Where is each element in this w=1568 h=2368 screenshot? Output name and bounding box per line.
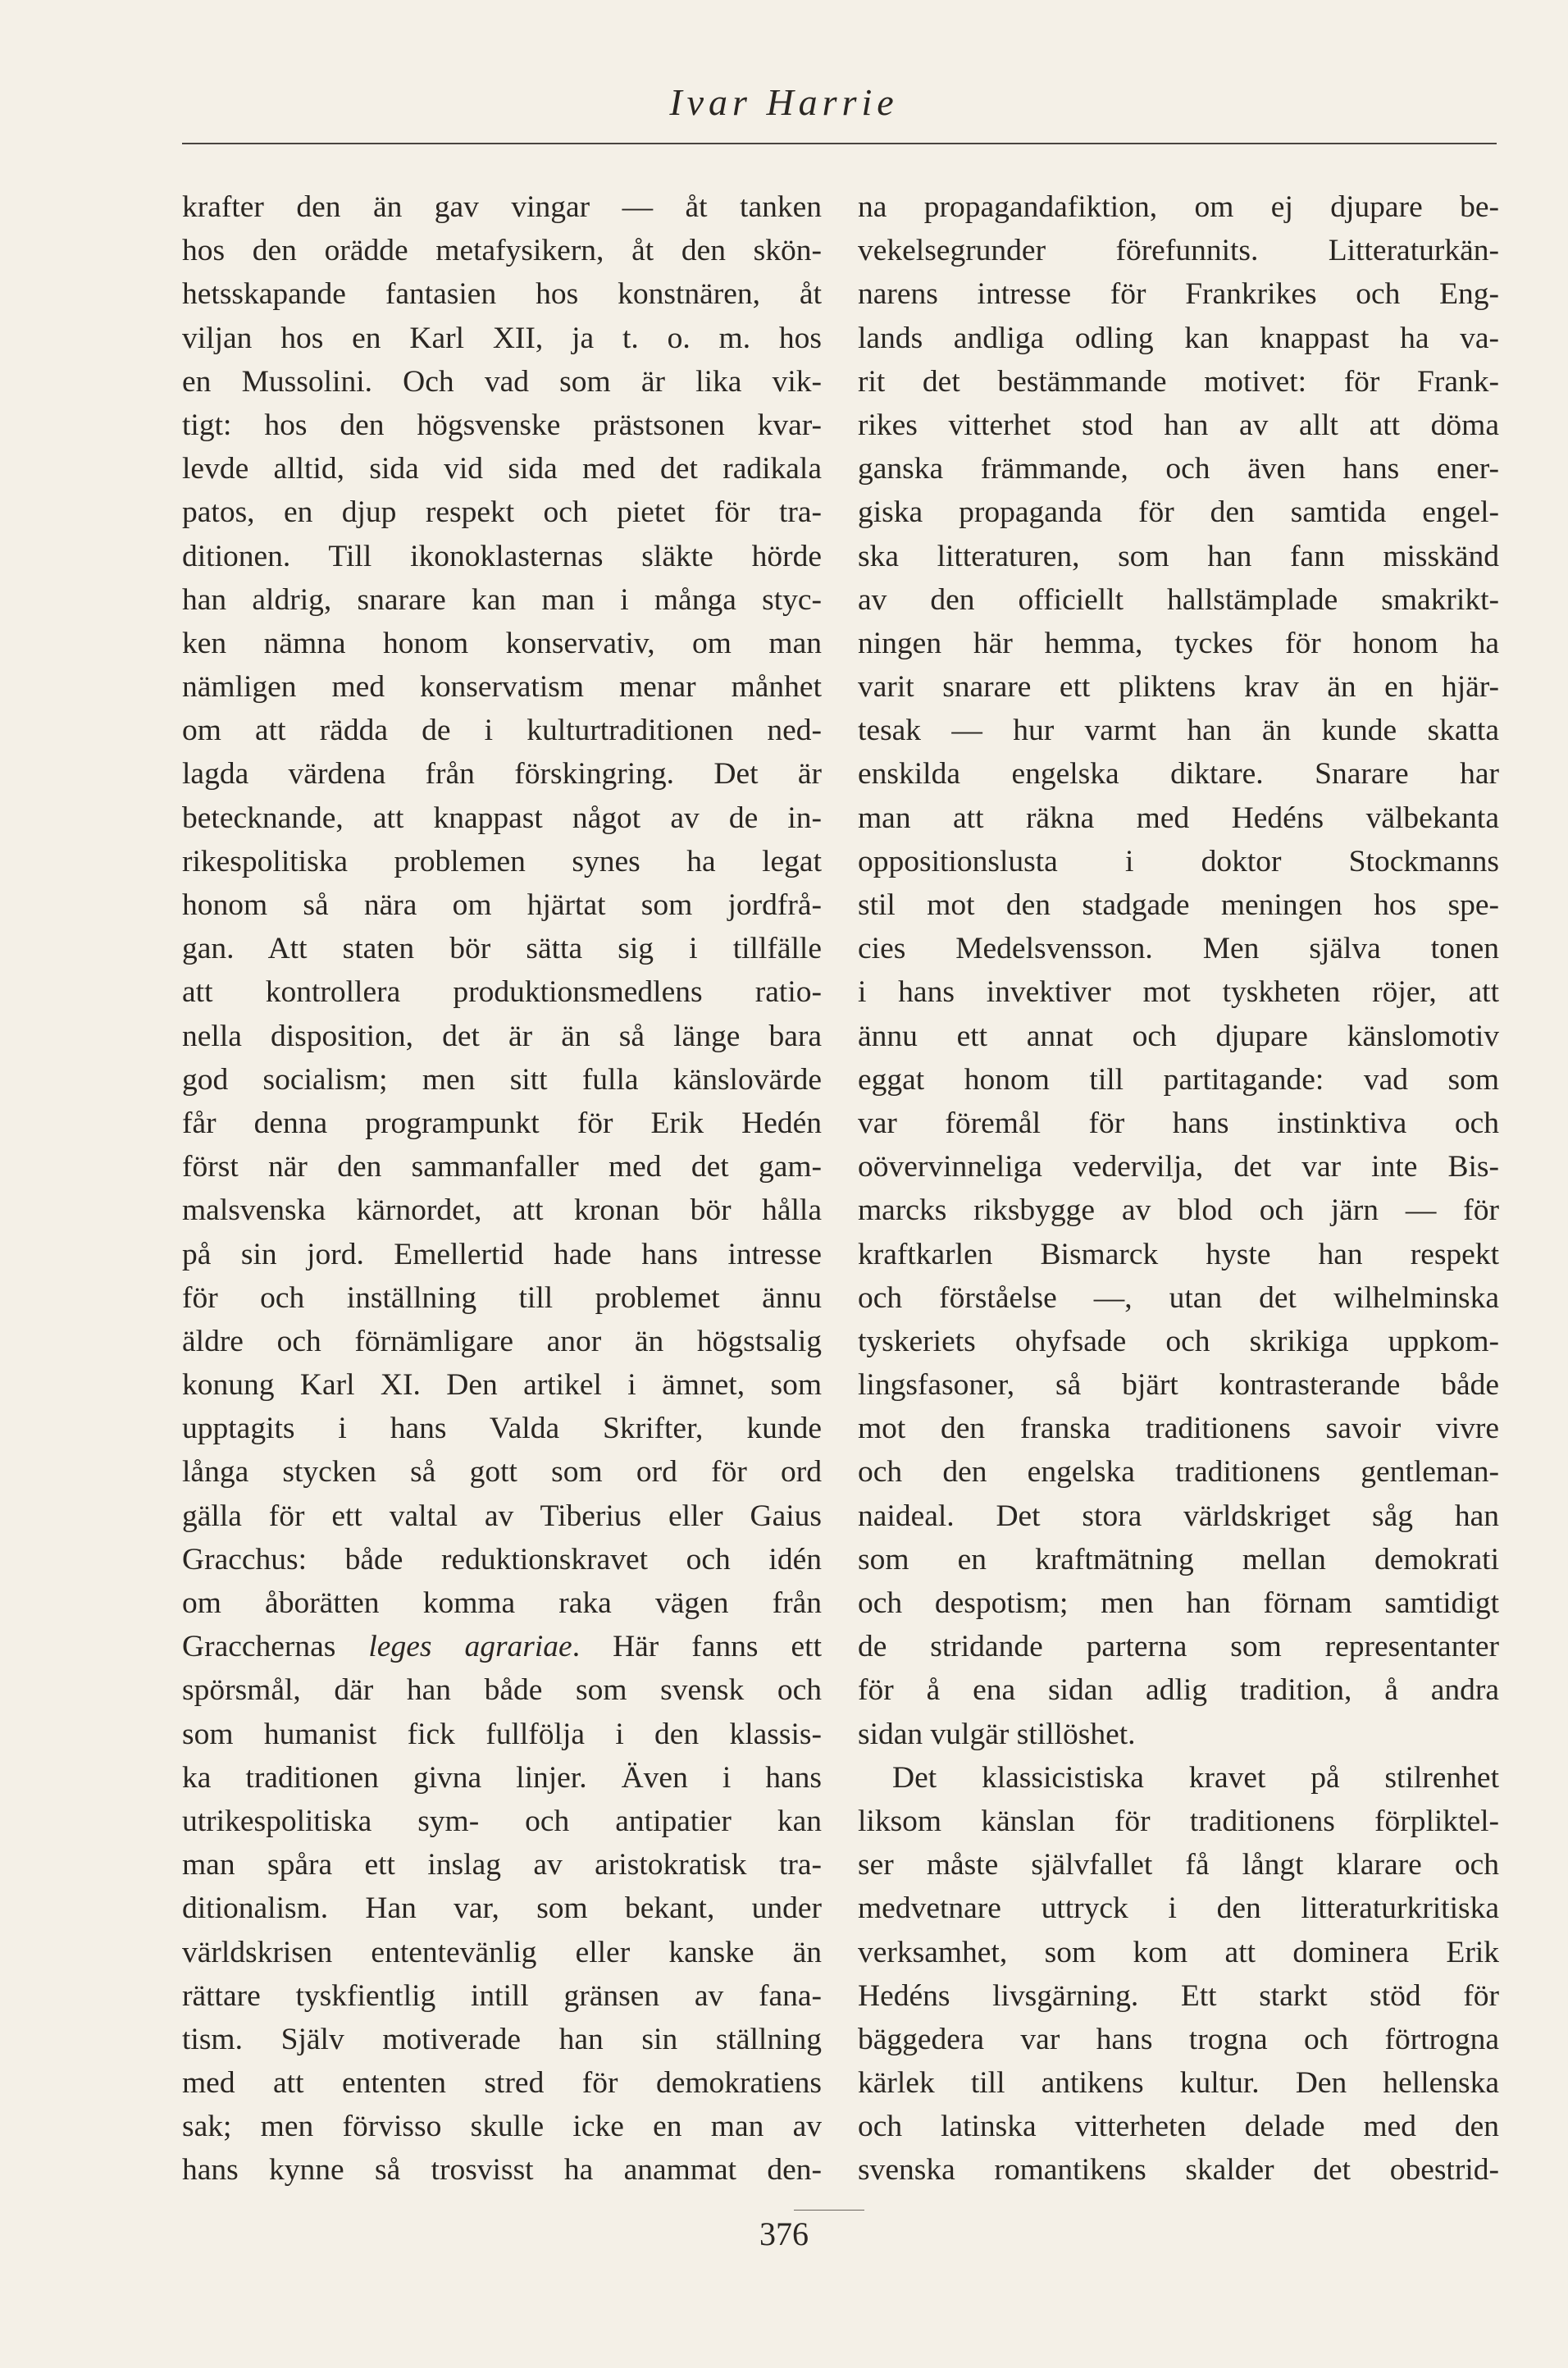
text-line: att kontrollera produktionsmedlens ratio- xyxy=(182,975,822,1010)
text-line: naideal. Det stora världskriget såg han xyxy=(858,1499,1499,1533)
page-number-rule xyxy=(794,2210,864,2211)
text-line: utrikespolitiska sym- och antipatier kan xyxy=(182,1804,822,1838)
text-line: Det klassicistiska kravet på stilrenhet xyxy=(892,1760,1499,1795)
text-line: man att räkna med Hedéns välbekanta xyxy=(858,801,1499,835)
text-line: bäggedera var hans trogna och förtrogna xyxy=(858,2022,1499,2056)
text-line: ska litteraturen, som han fann misskänd xyxy=(858,539,1499,573)
text-line: ditionalism. Han var, som bekant, under xyxy=(182,1891,822,1926)
text-line: lands andliga odling kan knappast ha va- xyxy=(858,321,1499,355)
text-line: svenska romantikens skalder det obestrid- xyxy=(858,2153,1499,2188)
text-line: på sin jord. Emellertid hade hans intresse xyxy=(182,1237,822,1271)
text-line: vekelsegrunder förefunnits. Litteraturkän- xyxy=(858,234,1499,268)
text-line: sidan vulgär stillöshet. xyxy=(858,1717,1136,1751)
text-line: för å ena sidan adlig tradition, å andra xyxy=(858,1673,1499,1708)
left-column xyxy=(182,185,822,2192)
text-line: nella disposition, det är än så länge bara xyxy=(182,1019,822,1053)
text-line: gälla för ett valtal av Tiberius eller Gaius xyxy=(182,1499,822,1533)
text-line: ännu ett annat och djupare känslomotiv xyxy=(858,1019,1499,1053)
text-line-with-italic xyxy=(182,1625,822,1668)
text-line: giska propaganda för den samtida engel- xyxy=(858,495,1499,530)
text-line: för och inställning till problemet ännu xyxy=(182,1280,822,1315)
italic-latin-phrase: leges agrariae xyxy=(368,1630,572,1664)
text-line: na propagandafiktion, om ej djupare be- xyxy=(858,190,1499,224)
text-line: viljan hos en Karl XII, ja t. o. m. hos xyxy=(182,321,822,355)
right-column xyxy=(858,185,1499,2192)
text-fragment: Gracchernas xyxy=(182,1630,336,1664)
text-line: gan. Att staten bör sätta sig i tillfälle xyxy=(182,932,822,966)
text-line: var föremål för hans instinktiva och xyxy=(858,1106,1499,1140)
text-line: kärlek till antikens kultur. Den hellenska xyxy=(858,2066,1499,2101)
text-line: varit snarare ett pliktens krav än en hjär- xyxy=(858,670,1499,705)
text-line: av den officiellt hallstämplade smakrikt- xyxy=(858,582,1499,617)
text-line: ditionen. Till ikonoklasternas släkte hörde xyxy=(182,539,822,573)
text-line: de stridande parterna som representanter xyxy=(858,1630,1499,1664)
text-line: och den engelska traditionens gentleman- xyxy=(858,1455,1499,1490)
text-line: ningen här hemma, tyckes för honom ha xyxy=(858,626,1499,660)
text-line: oppositionslusta i doktor Stockmanns xyxy=(858,844,1499,878)
text-line: Gracchus: både reduktionskravet och idén xyxy=(182,1542,822,1576)
text-line: oövervinneliga vedervilja, det var inte Bis- xyxy=(858,1150,1499,1184)
text-line: patos, en djup respekt och pietet för tra- xyxy=(182,495,822,530)
text-line: rit det bestämmande motivet: för Frank- xyxy=(858,364,1499,399)
text-line: verksamhet, som kom att dominera Erik xyxy=(858,1935,1499,1969)
text-line: rikespolitiska problemen synes ha legat xyxy=(182,844,822,878)
text-line: rikes vitterhet stod han av allt att döma xyxy=(858,408,1499,442)
text-line: om åborätten komma raka vägen från xyxy=(182,1586,822,1620)
text-line: om att rädda de i kulturtraditionen ned- xyxy=(182,714,822,748)
text-line: tesak — hur varmt han än kunde skatta xyxy=(858,714,1499,748)
text-line: ka traditionen givna linjer. Även i hans xyxy=(182,1760,822,1795)
text-line: tyskeriets ohyfsade och skrikiga uppkom- xyxy=(858,1324,1499,1358)
text-line: som humanist fick fullfölja i den klassis- xyxy=(182,1717,822,1751)
text-line: cies Medelsvensson. Men själva tonen xyxy=(858,932,1499,966)
text-line: narens intresse för Frankrikes och Eng- xyxy=(858,277,1499,312)
text-line: i hans invektiver mot tyskheten röjer, att xyxy=(858,975,1499,1010)
text-line: honom så nära om hjärtat som jordfrå- xyxy=(182,888,822,922)
text-line: medvetnare uttryck i den litteraturkritiska xyxy=(858,1891,1499,1926)
text-line: upptagits i hans Valda Skrifter, kunde xyxy=(182,1412,822,1446)
text-line: enskilda engelska diktare. Snarare har xyxy=(858,757,1499,792)
text-line: betecknande, att knappast något av de in- xyxy=(182,801,822,835)
text-line: man spåra ett inslag av aristokratisk tra- xyxy=(182,1848,822,1882)
running-header-author: Ivar Harrie xyxy=(669,81,899,123)
text-line: först när den sammanfaller med det gam- xyxy=(182,1150,822,1184)
text-line: tigt: hos den högsvenske prästsonen kvar- xyxy=(182,408,822,442)
text-line: levde alltid, sida vid sida med det radikala xyxy=(182,452,822,486)
text-line: en Mussolini. Och vad som är lika vik- xyxy=(182,364,822,399)
text-line: spörsmål, där han både som svensk och xyxy=(182,1673,822,1708)
text-line: hos den orädde metafysikern, åt den skön- xyxy=(182,234,822,268)
text-line: och despotism; men han förnam samtidigt xyxy=(858,1586,1499,1620)
text-line: ken nämna honom konservativ, om man xyxy=(182,626,822,660)
text-line: stil mot den stadgade meningen hos spe- xyxy=(858,888,1499,922)
text-line: världskrisen ententevänlig eller kanske än xyxy=(182,1935,822,1969)
text-line: liksom känslan för traditionens förpliktel- xyxy=(858,1804,1499,1838)
text-line: och förståelse —, utan det wilhelminska xyxy=(858,1280,1499,1315)
text-fragment: . Här fanns ett xyxy=(572,1630,823,1664)
page-number: 376 xyxy=(759,2215,809,2252)
text-line: krafter den än gav vingar — åt tanken xyxy=(182,190,822,224)
text-line: och latinska vitterheten delade med den xyxy=(858,2110,1499,2144)
text-line: nämligen med konservatism menar månhet xyxy=(182,670,822,705)
text-line: ganska främmande, och även hans ener- xyxy=(858,452,1499,486)
text-line: god socialism; men sitt fulla känslovärde xyxy=(182,1062,822,1097)
text-line: rättare tyskfientlig intill gränsen av fana- xyxy=(182,1978,822,2013)
text-line: får denna programpunkt för Erik Hedén xyxy=(182,1106,822,1140)
text-line: hans kynne så trosvisst ha anammat den- xyxy=(182,2153,822,2188)
text-line: äldre och förnämligare anor än högstsalig xyxy=(182,1324,822,1358)
text-line: Hedéns livsgärning. Ett starkt stöd för xyxy=(858,1978,1499,2013)
header-rule xyxy=(182,143,1497,144)
text-line: kraftkarlen Bismarck hyste han respekt xyxy=(858,1237,1499,1271)
text-line: mot den franska traditionens savoir vivre xyxy=(858,1412,1499,1446)
text-line: hetsskapande fantasien hos konstnären, åt xyxy=(182,277,822,312)
text-line: ser måste självfallet få långt klarare och xyxy=(858,1848,1499,1882)
text-line: som en kraftmätning mellan demokrati xyxy=(858,1542,1499,1576)
text-line: konung Karl XI. Den artikel i ämnet, som xyxy=(182,1368,822,1403)
text-line: tism. Själv motiverade han sin ställning xyxy=(182,2022,822,2056)
text-line: malsvenska kärnordet, att kronan bör hålla xyxy=(182,1193,822,1228)
text-line: lingsfasoner, så bjärt kontrasterande både xyxy=(858,1368,1499,1403)
text-line: eggat honom till partitagande: vad som xyxy=(858,1062,1499,1097)
text-line: med att ententen stred för demokratiens xyxy=(182,2066,822,2101)
text-line: långa stycken så gott som ord för ord xyxy=(182,1455,822,1490)
text-line: sak; men förvisso skulle icke en man av xyxy=(182,2110,822,2144)
text-line: lagda värdena från förskingring. Det är xyxy=(182,757,822,792)
text-line: han aldrig, snarare kan man i många styc- xyxy=(182,582,822,617)
text-line: marcks riksbygge av blod och järn — för xyxy=(858,1193,1499,1228)
